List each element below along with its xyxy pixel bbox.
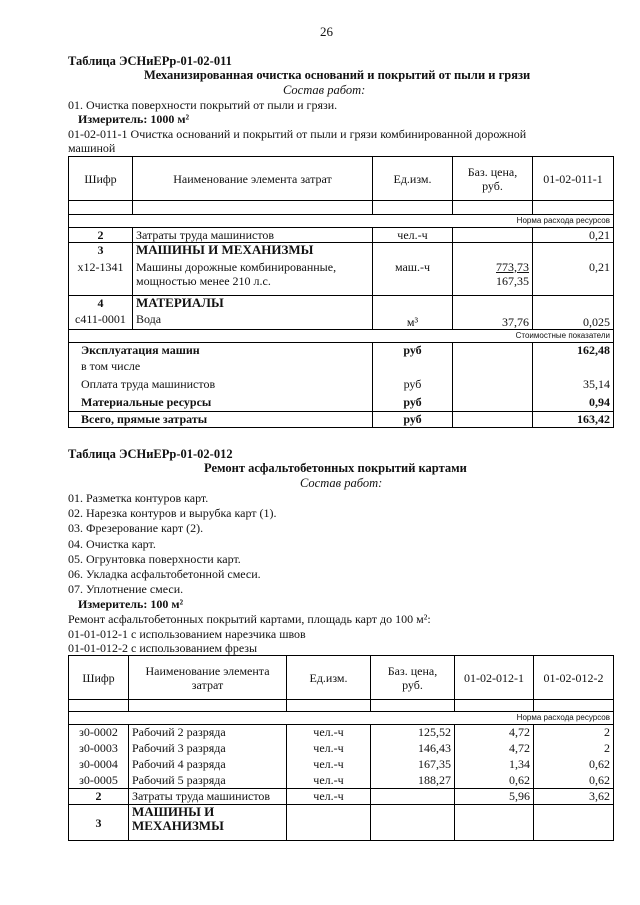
table2-works-heading: Состав работ: bbox=[300, 476, 383, 490]
norm-label: Норма расхода ресурсов bbox=[69, 215, 614, 228]
table2-desc-1: Ремонт асфальтобетонных покрытий картами, площадь карт до 100 м²: bbox=[68, 612, 431, 626]
list-item: 04. Очистка карт. bbox=[68, 536, 156, 551]
table-row: Материальные ресурсы руб 0,94 bbox=[69, 393, 614, 411]
list-item: 05. Огрунтовка поверхности карт. bbox=[68, 551, 241, 566]
table1-code: Таблица ЭСНиЕРр-01-02-011 bbox=[68, 54, 232, 68]
header-unit: Ед.изм. bbox=[373, 157, 453, 201]
table1-title: Механизированная очистка оснований и покрытий от пыли и грязи bbox=[144, 68, 531, 82]
table2-title: Ремонт асфальтобетонных покрытий картами bbox=[204, 461, 467, 475]
table2-header-row: Шифр Наименование элемента затрат Ед.изм. Баз. цена, руб. 01-02-012-1 01-02-012-2 bbox=[69, 656, 614, 700]
table-row: Эксплуатация машин в том числе руб 162,48 bbox=[69, 343, 614, 376]
table-row: 3 МАШИНЫ И МЕХАНИЗМЫ bbox=[69, 805, 614, 841]
list-item: 06. Укладка асфальтобетонной смеси. bbox=[68, 567, 261, 582]
table1-header-row bbox=[69, 157, 614, 201]
table-row: з0-0003 Рабочий 3 разряда чел.-ч 146,43 4,72 2 bbox=[69, 741, 614, 757]
table1-work-1: 01. Очистка поверхности покрытий от пыли и грязи. bbox=[68, 98, 338, 112]
table-row: з0-0005 Рабочий 5 разряда чел.-ч 188,27 0,62 0,62 bbox=[69, 773, 614, 789]
table-row: 4 МАТЕРИАЛЫ bbox=[69, 296, 614, 312]
header-name: Наименование элемента затрат bbox=[133, 157, 373, 201]
table1-desc-1: 01-02-011-1 Очистка оснований и покрытий от пыли и грязи комбинированной дорожной bbox=[68, 127, 527, 141]
table-row: 3 МАШИНЫ И МЕХАНИЗМЫ bbox=[69, 243, 614, 260]
list-item: 03. Фрезерование карт (2). bbox=[68, 521, 204, 536]
table-row: Всего, прямые затраты руб 163,42 bbox=[69, 411, 614, 427]
header-col: 01-02-011-1 bbox=[533, 157, 614, 201]
header-price: Баз. цена, руб. bbox=[453, 157, 533, 201]
table-row: з0-0004 Рабочий 4 разряда чел.-ч 167,35 1,34 0,62 bbox=[69, 757, 614, 773]
table-row: 2 Затраты труда машинистов чел.-ч 0,21 bbox=[69, 228, 614, 243]
table-row: 2 Затраты труда машинистов чел.-ч 5,96 3,62 bbox=[69, 789, 614, 805]
table2-desc-3: 01-01-012-2 с использованием фрезы bbox=[68, 641, 258, 655]
table1-works-heading: Состав работ: bbox=[283, 83, 366, 97]
table2-desc-2: 01-01-012-1 с использованием нарезчика швов bbox=[68, 627, 306, 641]
table2-works-list bbox=[68, 491, 277, 597]
list-item: 01. Разметка контуров карт. bbox=[68, 491, 209, 505]
table-row: з0-0002 Рабочий 2 разряда чел.-ч 125,52 4,72 2 bbox=[69, 725, 614, 741]
header-code: Шифр bbox=[69, 157, 133, 201]
list-item: 07. Уплотнение смеси. bbox=[68, 582, 184, 597]
table2-meter: Измеритель: 100 м² bbox=[78, 597, 184, 611]
table1-meter: Измеритель: 1000 м² bbox=[78, 112, 190, 126]
table2 bbox=[68, 655, 614, 841]
list-item: 02. Нарезка контуров и вырубка карт (1). bbox=[68, 506, 277, 521]
table1 bbox=[68, 156, 614, 428]
table-row: Оплата труда машинистов руб 35,14 bbox=[69, 375, 614, 393]
page-number: 26 bbox=[320, 24, 333, 39]
table1-desc-2: машиной bbox=[68, 141, 116, 155]
table-row: с411-0001 Вода м³ 37,76 0,025 bbox=[69, 312, 614, 330]
table2-code: Таблица ЭСНиЕРр-01-02-012 bbox=[68, 447, 233, 461]
table-row: х12-1341 Машины дорожные комбинированные, мощностью менее 210 л.с. маш.-ч 773,73 167,35 0,21 bbox=[69, 260, 614, 296]
norm-label: Норма расхода ресурсов bbox=[69, 712, 614, 725]
cost-label: Стоимостные показатели bbox=[69, 330, 614, 343]
